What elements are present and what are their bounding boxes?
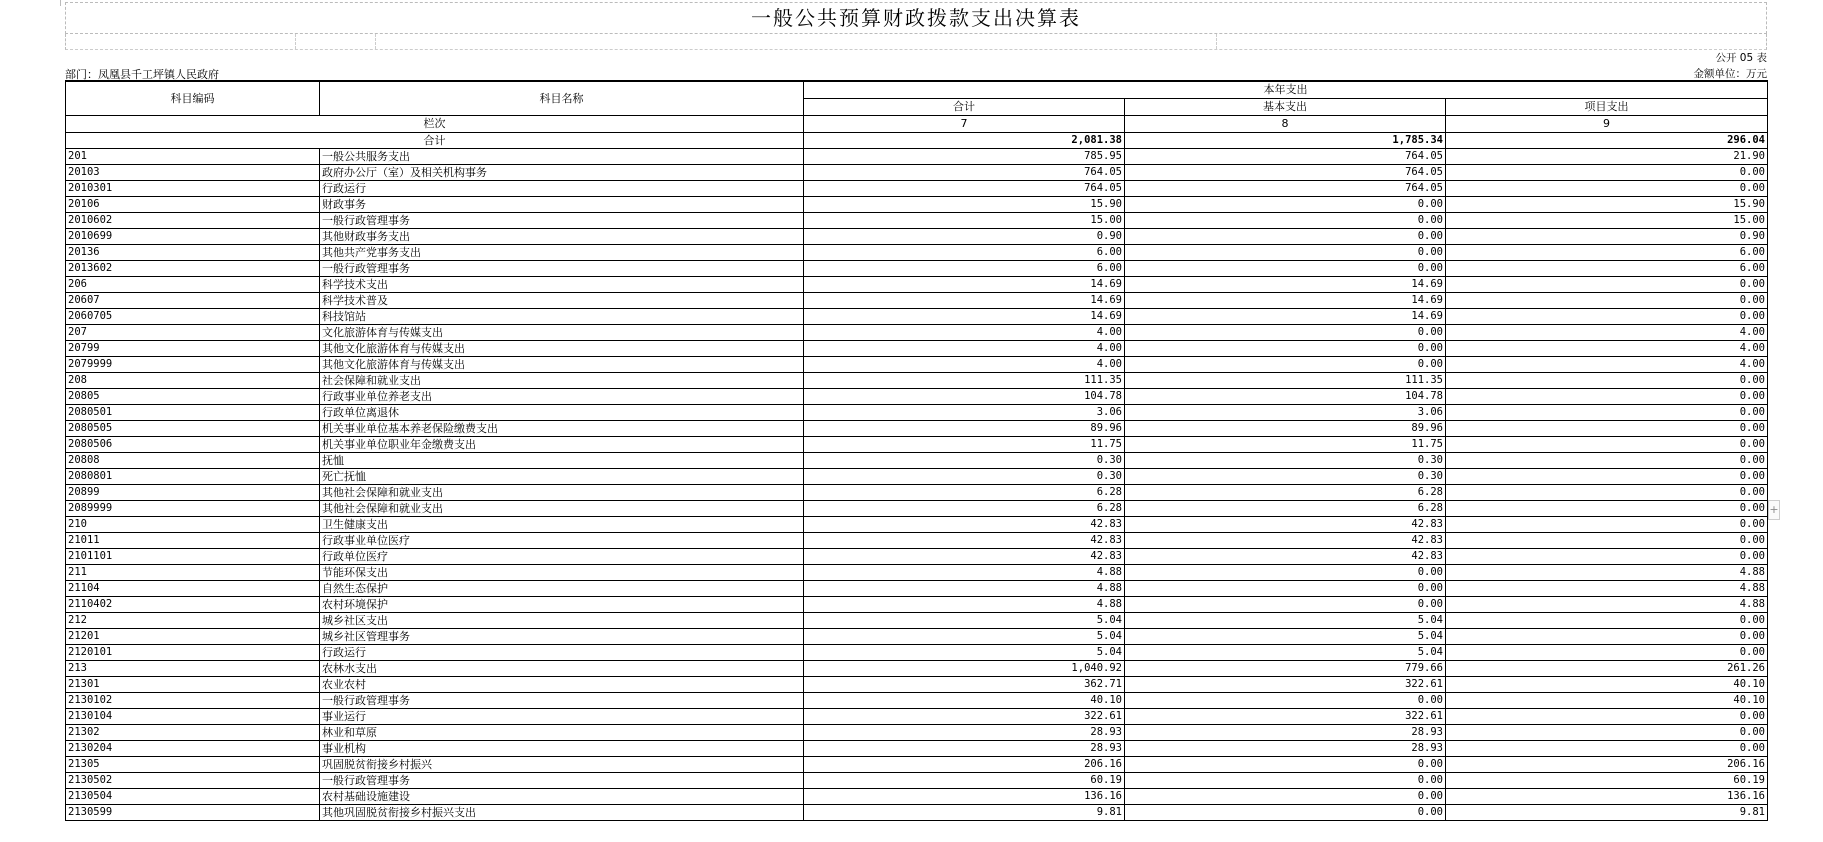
row-code: 20808 [66,453,320,469]
row-basic: 0.00 [1125,597,1446,613]
row-code: 2101101 [66,549,320,565]
row-project: 0.00 [1446,389,1768,405]
header-total: 合计 [804,99,1125,116]
row-total: 764.05 [804,165,1125,181]
row-basic: 0.00 [1125,325,1446,341]
table-row [66,709,1768,725]
row-name: 一般行政管理事务 [320,773,804,789]
row-basic: 0.30 [1125,469,1446,485]
header-project: 项目支出 [1446,99,1768,116]
row-basic: 0.00 [1125,197,1446,213]
row-basic: 0.00 [1125,213,1446,229]
table-row [66,549,1768,565]
row-basic: 5.04 [1125,629,1446,645]
table-row [66,757,1768,773]
row-total: 14.69 [804,277,1125,293]
column-index-basic: 8 [1125,116,1446,133]
row-total: 5.04 [804,645,1125,661]
row-project: 40.10 [1446,693,1768,709]
row-basic: 3.06 [1125,405,1446,421]
row-code: 20805 [66,389,320,405]
table-row [66,309,1768,325]
row-project: 0.00 [1446,645,1768,661]
table-row [66,597,1768,613]
row-code: 206 [66,277,320,293]
row-basic: 11.75 [1125,437,1446,453]
unit-label: 金额单位：万元 [1693,68,1767,80]
row-total: 5.04 [804,629,1125,645]
row-name: 科技馆站 [320,309,804,325]
row-total: 0.30 [804,469,1125,485]
row-project: 0.00 [1446,453,1768,469]
row-total: 0.30 [804,453,1125,469]
row-code: 21301 [66,677,320,693]
report-title-row [65,2,1767,34]
row-name: 农村基础设施建设 [320,789,804,805]
row-total: 15.90 [804,197,1125,213]
row-basic: 42.83 [1125,549,1446,565]
row-code: 20106 [66,197,320,213]
row-code: 2130104 [66,709,320,725]
grand-total-total: 2,081.38 [804,133,1125,149]
row-total: 4.00 [804,325,1125,341]
row-project: 4.88 [1446,597,1768,613]
table-row [66,293,1768,309]
row-project: 0.00 [1446,533,1768,549]
table-row [66,357,1768,373]
row-name: 事业运行 [320,709,804,725]
row-code: 208 [66,373,320,389]
row-name: 行政运行 [320,181,804,197]
row-project: 6.00 [1446,245,1768,261]
row-name: 行政事业单位医疗 [320,533,804,549]
row-name: 一般行政管理事务 [320,213,804,229]
row-project: 0.00 [1446,421,1768,437]
row-code: 2120101 [66,645,320,661]
row-code: 2060705 [66,309,320,325]
expand-panel-button[interactable]: + [1768,500,1780,520]
row-name: 死亡抚恤 [320,469,804,485]
row-code: 21104 [66,581,320,597]
table-row [66,389,1768,405]
row-name: 行政事业单位养老支出 [320,389,804,405]
row-project: 0.00 [1446,293,1768,309]
row-project: 60.19 [1446,773,1768,789]
row-name: 行政运行 [320,645,804,661]
row-name: 农业农村 [320,677,804,693]
row-total: 6.28 [804,501,1125,517]
spacer-cell [375,34,1217,49]
row-name: 农村环境保护 [320,597,804,613]
row-project: 0.00 [1446,517,1768,533]
row-basic: 0.30 [1125,453,1446,469]
table-row [66,693,1768,709]
row-basic: 104.78 [1125,389,1446,405]
row-basic: 0.00 [1125,229,1446,245]
header-code: 科目编码 [66,81,320,116]
row-basic: 5.04 [1125,613,1446,629]
row-code: 20607 [66,293,320,309]
table-row [66,565,1768,581]
header-name: 科目名称 [320,81,804,116]
row-basic: 42.83 [1125,517,1446,533]
row-name: 其他文化旅游体育与传媒支出 [320,341,804,357]
table-row [66,789,1768,805]
table-row [66,629,1768,645]
row-basic: 6.28 [1125,501,1446,517]
row-total: 42.83 [804,549,1125,565]
row-name: 社会保障和就业支出 [320,373,804,389]
row-project: 0.00 [1446,709,1768,725]
table-row [66,613,1768,629]
row-code: 207 [66,325,320,341]
row-name: 其他社会保障和就业支出 [320,485,804,501]
row-name: 农林水支出 [320,661,804,677]
row-code: 2080801 [66,469,320,485]
table-row [66,645,1768,661]
row-name: 财政事务 [320,197,804,213]
row-name: 科学技术支出 [320,277,804,293]
row-total: 40.10 [804,693,1125,709]
row-basic: 28.93 [1125,741,1446,757]
row-code: 2089999 [66,501,320,517]
row-total: 3.06 [804,405,1125,421]
row-project: 0.00 [1446,469,1768,485]
row-basic: 322.61 [1125,677,1446,693]
row-total: 4.88 [804,581,1125,597]
row-name: 机关事业单位职业年金缴费支出 [320,437,804,453]
row-code: 2130102 [66,693,320,709]
row-code: 2010301 [66,181,320,197]
grand-total-label: 合计 [66,133,804,149]
column-index-label: 栏次 [66,116,804,133]
row-project: 21.90 [1446,149,1768,165]
table-row [66,581,1768,597]
row-basic: 0.00 [1125,357,1446,373]
row-project: 0.00 [1446,165,1768,181]
row-basic: 0.00 [1125,341,1446,357]
row-code: 210 [66,517,320,533]
row-project: 206.16 [1446,757,1768,773]
row-total: 136.16 [804,789,1125,805]
table-row [66,405,1768,421]
row-project: 0.00 [1446,549,1768,565]
row-total: 362.71 [804,677,1125,693]
row-basic: 6.28 [1125,485,1446,501]
row-project: 0.00 [1446,485,1768,501]
row-code: 212 [66,613,320,629]
table-row [66,805,1768,821]
row-name: 节能环保支出 [320,565,804,581]
table-row [66,453,1768,469]
row-project: 9.81 [1446,805,1768,821]
form-number: 公开 05 表 [1715,52,1767,64]
row-name: 自然生态保护 [320,581,804,597]
row-total: 4.00 [804,357,1125,373]
row-project: 4.00 [1446,357,1768,373]
table-row [66,725,1768,741]
table-row [66,485,1768,501]
row-project: 0.00 [1446,613,1768,629]
row-total: 206.16 [804,757,1125,773]
form-number-row [65,50,1767,66]
row-basic: 764.05 [1125,149,1446,165]
row-basic: 322.61 [1125,709,1446,725]
table-row [66,677,1768,693]
row-code: 21201 [66,629,320,645]
row-code: 2080506 [66,437,320,453]
column-index-total: 7 [804,116,1125,133]
row-total: 14.69 [804,309,1125,325]
row-code: 2079999 [66,357,320,373]
row-basic: 89.96 [1125,421,1446,437]
row-name: 其他社会保障和就业支出 [320,501,804,517]
table-row [66,181,1768,197]
row-project: 0.00 [1446,373,1768,389]
row-total: 60.19 [804,773,1125,789]
row-code: 2010602 [66,213,320,229]
row-code: 2130502 [66,773,320,789]
row-total: 104.78 [804,389,1125,405]
table-row [66,149,1768,165]
row-code: 21305 [66,757,320,773]
row-name: 文化旅游体育与传媒支出 [320,325,804,341]
row-basic: 0.00 [1125,245,1446,261]
row-project: 0.90 [1446,229,1768,245]
table-row [66,373,1768,389]
table-row [66,213,1768,229]
row-project: 4.00 [1446,341,1768,357]
row-project: 6.00 [1446,261,1768,277]
row-basic: 14.69 [1125,277,1446,293]
row-name: 城乡社区管理事务 [320,629,804,645]
row-project: 261.26 [1446,661,1768,677]
grand-total-basic: 1,785.34 [1125,133,1446,149]
row-code: 211 [66,565,320,581]
header-basic: 基本支出 [1125,99,1446,116]
expenditure-table [65,80,1768,821]
spacer-cell [295,34,376,49]
row-basic: 764.05 [1125,181,1446,197]
table-row [66,229,1768,245]
row-project: 0.00 [1446,629,1768,645]
row-code: 21011 [66,533,320,549]
row-total: 111.35 [804,373,1125,389]
row-code: 20103 [66,165,320,181]
row-code: 20899 [66,485,320,501]
row-code: 21302 [66,725,320,741]
row-code: 201 [66,149,320,165]
row-code: 2010699 [66,229,320,245]
row-basic: 0.00 [1125,261,1446,277]
row-basic: 764.05 [1125,165,1446,181]
row-basic: 111.35 [1125,373,1446,389]
row-total: 15.00 [804,213,1125,229]
row-name: 其他共产党事务支出 [320,245,804,261]
row-project: 4.88 [1446,581,1768,597]
row-basic: 28.93 [1125,725,1446,741]
table-row [66,437,1768,453]
row-name: 事业机构 [320,741,804,757]
report-page [65,2,1767,821]
row-total: 1,040.92 [804,661,1125,677]
row-total: 764.05 [804,181,1125,197]
table-row [66,517,1768,533]
row-total: 4.88 [804,565,1125,581]
row-code: 20136 [66,245,320,261]
table-row [66,741,1768,757]
table-row [66,501,1768,517]
report-title: 一般公共预算财政拨款支出决算表 [751,6,1081,30]
table-row [66,773,1768,789]
row-name: 林业和草原 [320,725,804,741]
row-total: 28.93 [804,725,1125,741]
row-project: 15.00 [1446,213,1768,229]
row-basic: 0.00 [1125,757,1446,773]
row-basic: 14.69 [1125,309,1446,325]
table-body [66,133,1768,821]
row-project: 0.00 [1446,741,1768,757]
grand-total-row [66,133,1768,149]
row-project: 0.00 [1446,501,1768,517]
row-basic: 779.66 [1125,661,1446,677]
row-code: 2080505 [66,421,320,437]
row-total: 322.61 [804,709,1125,725]
row-total: 42.83 [804,533,1125,549]
row-total: 28.93 [804,741,1125,757]
table-row [66,165,1768,181]
row-name: 城乡社区支出 [320,613,804,629]
row-code: 2130599 [66,805,320,821]
row-name: 卫生健康支出 [320,517,804,533]
row-code: 2130204 [66,741,320,757]
row-name: 政府办公厅（室）及相关机构事务 [320,165,804,181]
department-row [65,66,1767,80]
row-project: 136.16 [1446,789,1768,805]
row-code: 20799 [66,341,320,357]
row-basic: 0.00 [1125,773,1446,789]
row-total: 6.00 [804,245,1125,261]
row-project: 0.00 [1446,181,1768,197]
row-total: 6.28 [804,485,1125,501]
grand-total-project: 296.04 [1446,133,1768,149]
row-total: 11.75 [804,437,1125,453]
row-basic: 42.83 [1125,533,1446,549]
row-total: 14.69 [804,293,1125,309]
row-name: 一般行政管理事务 [320,693,804,709]
row-code: 2080501 [66,405,320,421]
table-row [66,261,1768,277]
table-row [66,277,1768,293]
row-total: 5.04 [804,613,1125,629]
table-row [66,661,1768,677]
row-project: 0.00 [1446,725,1768,741]
row-name: 一般公共服务支出 [320,149,804,165]
row-project: 4.88 [1446,565,1768,581]
row-code: 2130504 [66,789,320,805]
row-project: 0.00 [1446,437,1768,453]
table-row [66,197,1768,213]
row-name: 行政单位医疗 [320,549,804,565]
row-code: 213 [66,661,320,677]
table-row [66,421,1768,437]
row-project: 0.00 [1446,309,1768,325]
row-name: 其他文化旅游体育与传媒支出 [320,357,804,373]
row-total: 4.00 [804,341,1125,357]
row-basic: 0.00 [1125,581,1446,597]
row-basic: 0.00 [1125,805,1446,821]
row-name: 巩固脱贫衔接乡村振兴 [320,757,804,773]
row-name: 其他巩固脱贫衔接乡村振兴支出 [320,805,804,821]
table-row [66,341,1768,357]
department-label: 部门：凤凰县千工坪镇人民政府 [65,68,219,81]
header-group: 本年支出 [804,81,1768,99]
blank-spacer-row [65,34,1767,50]
row-project: 15.90 [1446,197,1768,213]
row-name: 科学技术普及 [320,293,804,309]
row-total: 4.88 [804,597,1125,613]
table-row [66,325,1768,341]
row-total: 89.96 [804,421,1125,437]
row-name: 机关事业单位基本养老保险缴费支出 [320,421,804,437]
row-total: 785.95 [804,149,1125,165]
row-code: 2110402 [66,597,320,613]
row-basic: 0.00 [1125,789,1446,805]
row-basic: 0.00 [1125,565,1446,581]
row-basic: 0.00 [1125,693,1446,709]
row-total: 9.81 [804,805,1125,821]
row-name: 行政单位离退休 [320,405,804,421]
row-project: 0.00 [1446,277,1768,293]
row-basic: 5.04 [1125,645,1446,661]
sheet-corner-marker [50,0,61,6]
column-index-project: 9 [1446,116,1768,133]
row-name: 一般行政管理事务 [320,261,804,277]
column-index-row [66,116,1768,133]
row-project: 0.00 [1446,405,1768,421]
row-name: 其他财政事务支出 [320,229,804,245]
row-total: 42.83 [804,517,1125,533]
row-basic: 14.69 [1125,293,1446,309]
row-total: 0.90 [804,229,1125,245]
table-row [66,245,1768,261]
spacer-cell [66,34,296,49]
row-name: 抚恤 [320,453,804,469]
row-project: 40.10 [1446,677,1768,693]
table-row [66,533,1768,549]
row-project: 4.00 [1446,325,1768,341]
row-code: 2013602 [66,261,320,277]
table-row [66,469,1768,485]
row-total: 6.00 [804,261,1125,277]
header-row-1 [66,81,1768,99]
